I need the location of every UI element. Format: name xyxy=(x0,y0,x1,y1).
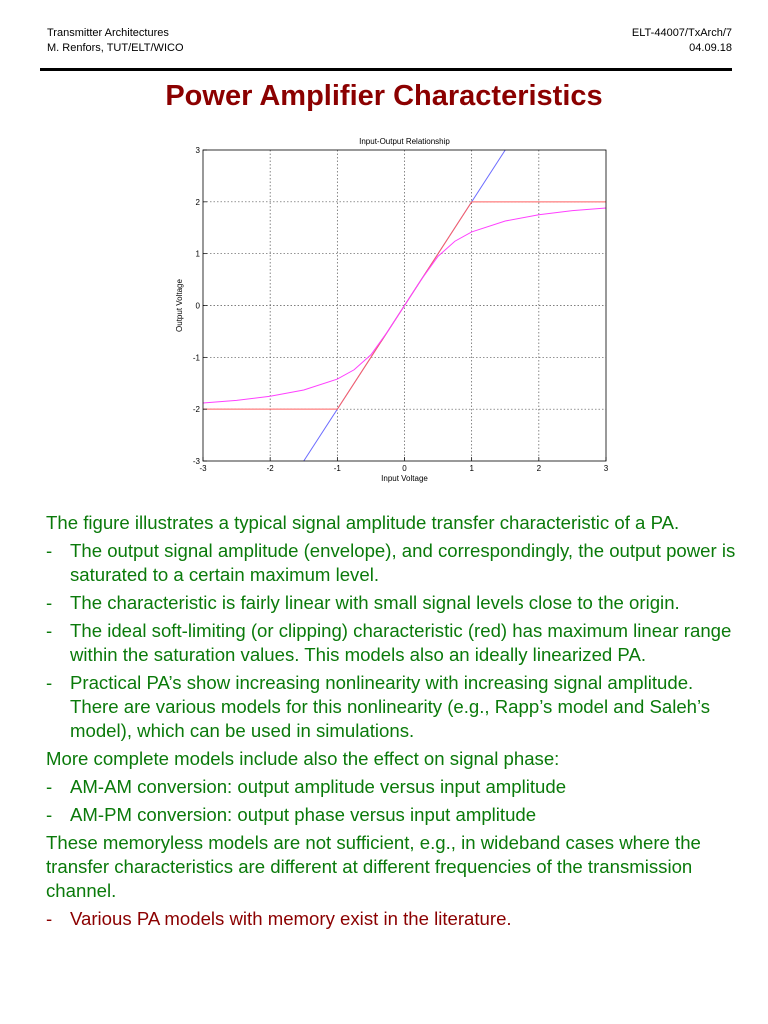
bullet-am-am xyxy=(46,775,746,799)
io-relationship-chart xyxy=(160,132,620,492)
bullet-dash: - xyxy=(46,620,53,641)
bullet-dash: - xyxy=(46,776,53,797)
y-axis-label: Output Voltage xyxy=(175,279,184,332)
x-tick-label: 3 xyxy=(603,464,609,473)
x-tick-label: -3 xyxy=(199,464,207,473)
slide-body xyxy=(46,511,746,935)
bullet-dash: - xyxy=(46,908,53,929)
course-topic: Transmitter Architectures xyxy=(47,27,169,39)
bullet-text: AM-AM conversion: output amplitude versus input amplitude xyxy=(70,776,567,797)
slide-date: 04.09.18 xyxy=(689,42,732,54)
chart-title: Input-Output Relationship xyxy=(359,137,450,146)
y-tick-label: -1 xyxy=(192,353,200,363)
slide-id: ELT-44007/TxArch/7 xyxy=(631,27,732,39)
x-tick-label: -2 xyxy=(266,464,274,473)
y-tick-label: -2 xyxy=(192,405,200,415)
y-tick-label: -3 xyxy=(192,457,200,466)
memoryless-paragraph: These memoryless models are not sufficient, e.g., in wideband cases where the transfer characteristics are different at different frequencies of the transmission channel. xyxy=(46,832,701,901)
intro-paragraph: The figure illustrates a typical signal amplitude transfer characteristic of a PA. xyxy=(46,512,680,533)
x-tick-label: 0 xyxy=(402,464,407,473)
bullet-dash: - xyxy=(46,672,53,693)
y-tick-label: 3 xyxy=(195,146,200,155)
bullet-text: The output signal amplitude (envelope), and correspondingly, the output power is saturated to a certain maximum level. xyxy=(70,540,736,585)
bullet-dash: - xyxy=(46,540,53,561)
header-rule xyxy=(40,68,732,71)
y-tick-label: 1 xyxy=(195,249,200,259)
bullet-text: The characteristic is fairly linear with small signal levels close to the origin. xyxy=(70,592,680,613)
bullet-text: Practical PA’s show increasing nonlinearity with increasing signal amplitude. There are various models for this nonlinearity (e.g., Rapp’s model and Saleh’s model), which can be used in simulations. xyxy=(70,672,711,741)
bullet-practical-pa xyxy=(46,671,746,743)
x-tick-label: -1 xyxy=(333,464,341,473)
y-tick-label: 0 xyxy=(195,301,200,311)
x-axis-label: Input Voltage xyxy=(381,474,428,483)
bullet-text: AM-PM conversion: output phase versus input amplitude xyxy=(70,804,537,825)
page-title: Power Amplifier Characteristics xyxy=(165,80,603,112)
header-left xyxy=(47,26,184,56)
bullet-am-pm xyxy=(46,803,746,827)
bullet-dash: - xyxy=(46,592,53,613)
bullet-text: Various PA models with memory exist in the literature. xyxy=(70,908,512,929)
bullet-soft-limiting xyxy=(46,619,746,667)
bullet-text: The ideal soft-limiting (or clipping) characteristic (red) has maximum linear range within the saturation values. This models also an ideally linearized PA. xyxy=(70,620,732,665)
x-tick-label: 1 xyxy=(469,464,474,473)
bullet-dash: - xyxy=(46,804,53,825)
x-tick-label: 2 xyxy=(536,464,542,473)
bullet-linear xyxy=(46,591,746,615)
y-tick-label: 2 xyxy=(195,197,200,207)
bullet-saturation xyxy=(46,539,746,587)
author-line: M. Renfors, TUT/ELT/WICO xyxy=(47,42,184,54)
header-right xyxy=(632,26,732,56)
bullet-memory-models xyxy=(46,907,746,931)
phase-paragraph: More complete models include also the effect on signal phase: xyxy=(46,748,560,769)
